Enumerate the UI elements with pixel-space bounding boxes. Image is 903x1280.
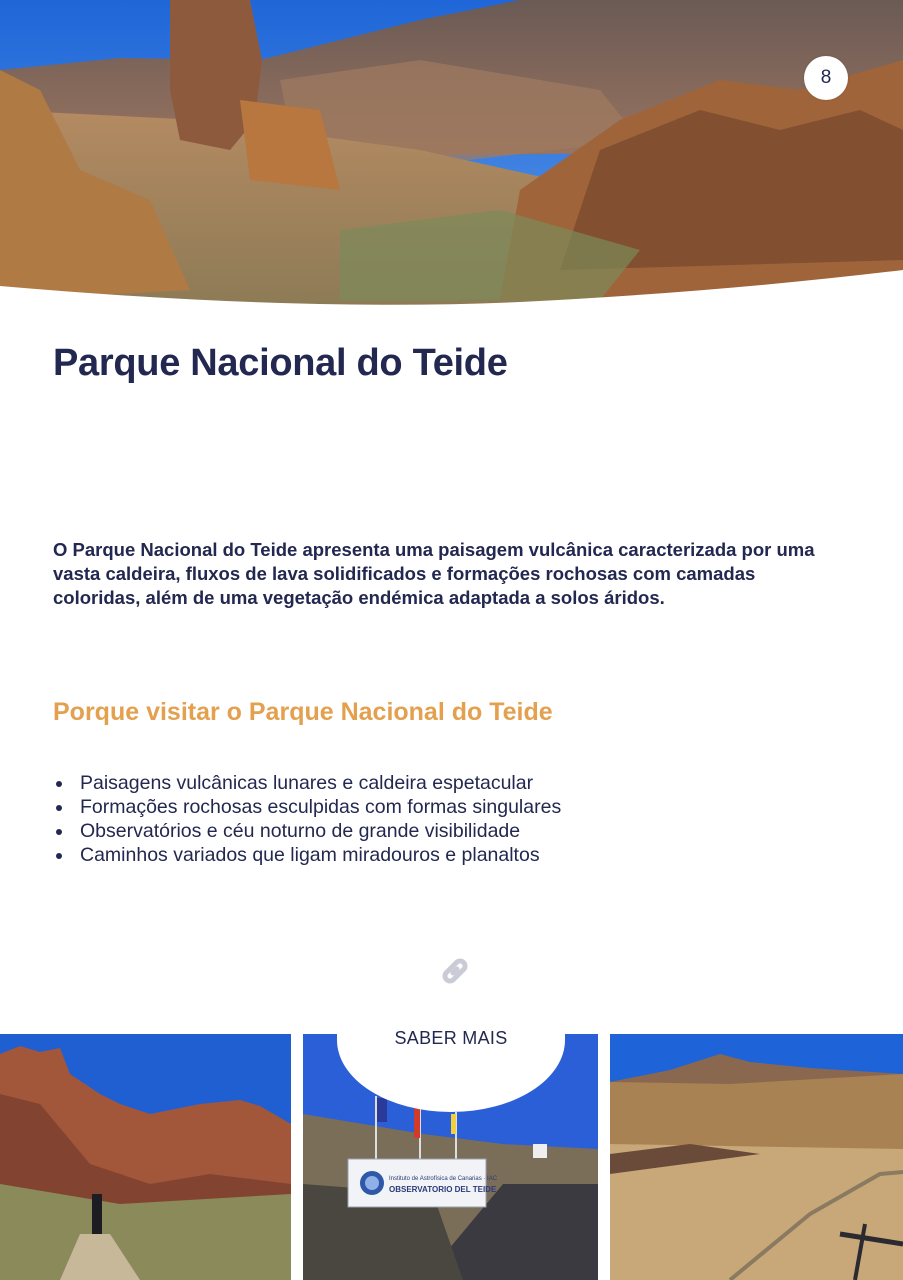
teide-landscape-illustration xyxy=(0,0,903,320)
photo-caldera xyxy=(610,1034,903,1280)
list-item xyxy=(53,771,561,795)
photo-rock-trail xyxy=(0,1034,291,1280)
list-item-text: Observatórios e céu noturno de grande visibilidade xyxy=(80,820,521,842)
page-title: Parque Nacional do Teide xyxy=(53,342,508,384)
list-item xyxy=(53,843,561,867)
list-item xyxy=(53,795,561,819)
list-item-text: Paisagens vulcânicas lunares e caldeira espetacular xyxy=(80,772,534,794)
list-item xyxy=(53,819,561,843)
rock-trail-illustration xyxy=(0,1034,291,1280)
observatory-sign-line1: Instituto de Astrofísica de Canarias · IAC xyxy=(389,1176,498,1182)
page-number-badge: 8 xyxy=(804,56,848,100)
hero-image xyxy=(0,0,903,320)
intro-paragraph: O Parque Nacional do Teide apresenta uma paisagem vulcânica caracterizada por uma vasta caldeira, fluxos de lava solidificados e formações rochosas com camadas coloridas, além de uma vegetação endémica adaptada a solos áridos. xyxy=(53,539,815,608)
reasons-list xyxy=(53,771,561,867)
link-chain-icon-graphic xyxy=(436,952,474,990)
section-subtitle: Porque visitar o Parque Nacional do Teide xyxy=(53,698,553,726)
list-item-text: Caminhos variados que ligam miradouros e planaltos xyxy=(80,844,540,866)
bullet-icon xyxy=(56,805,62,811)
link-chain-icon[interactable] xyxy=(436,952,474,990)
bullet-icon xyxy=(56,829,62,835)
bullet-icon xyxy=(56,853,62,859)
list-item-text: Formações rochosas esculpidas com formas singulares xyxy=(80,796,562,818)
observatory-sign-line2: OBSERVATORIO DEL TEIDE xyxy=(389,1185,497,1194)
caldera-illustration xyxy=(610,1034,903,1280)
bullet-icon xyxy=(56,781,62,787)
more-button[interactable]: SABER MAIS xyxy=(394,1028,508,1048)
